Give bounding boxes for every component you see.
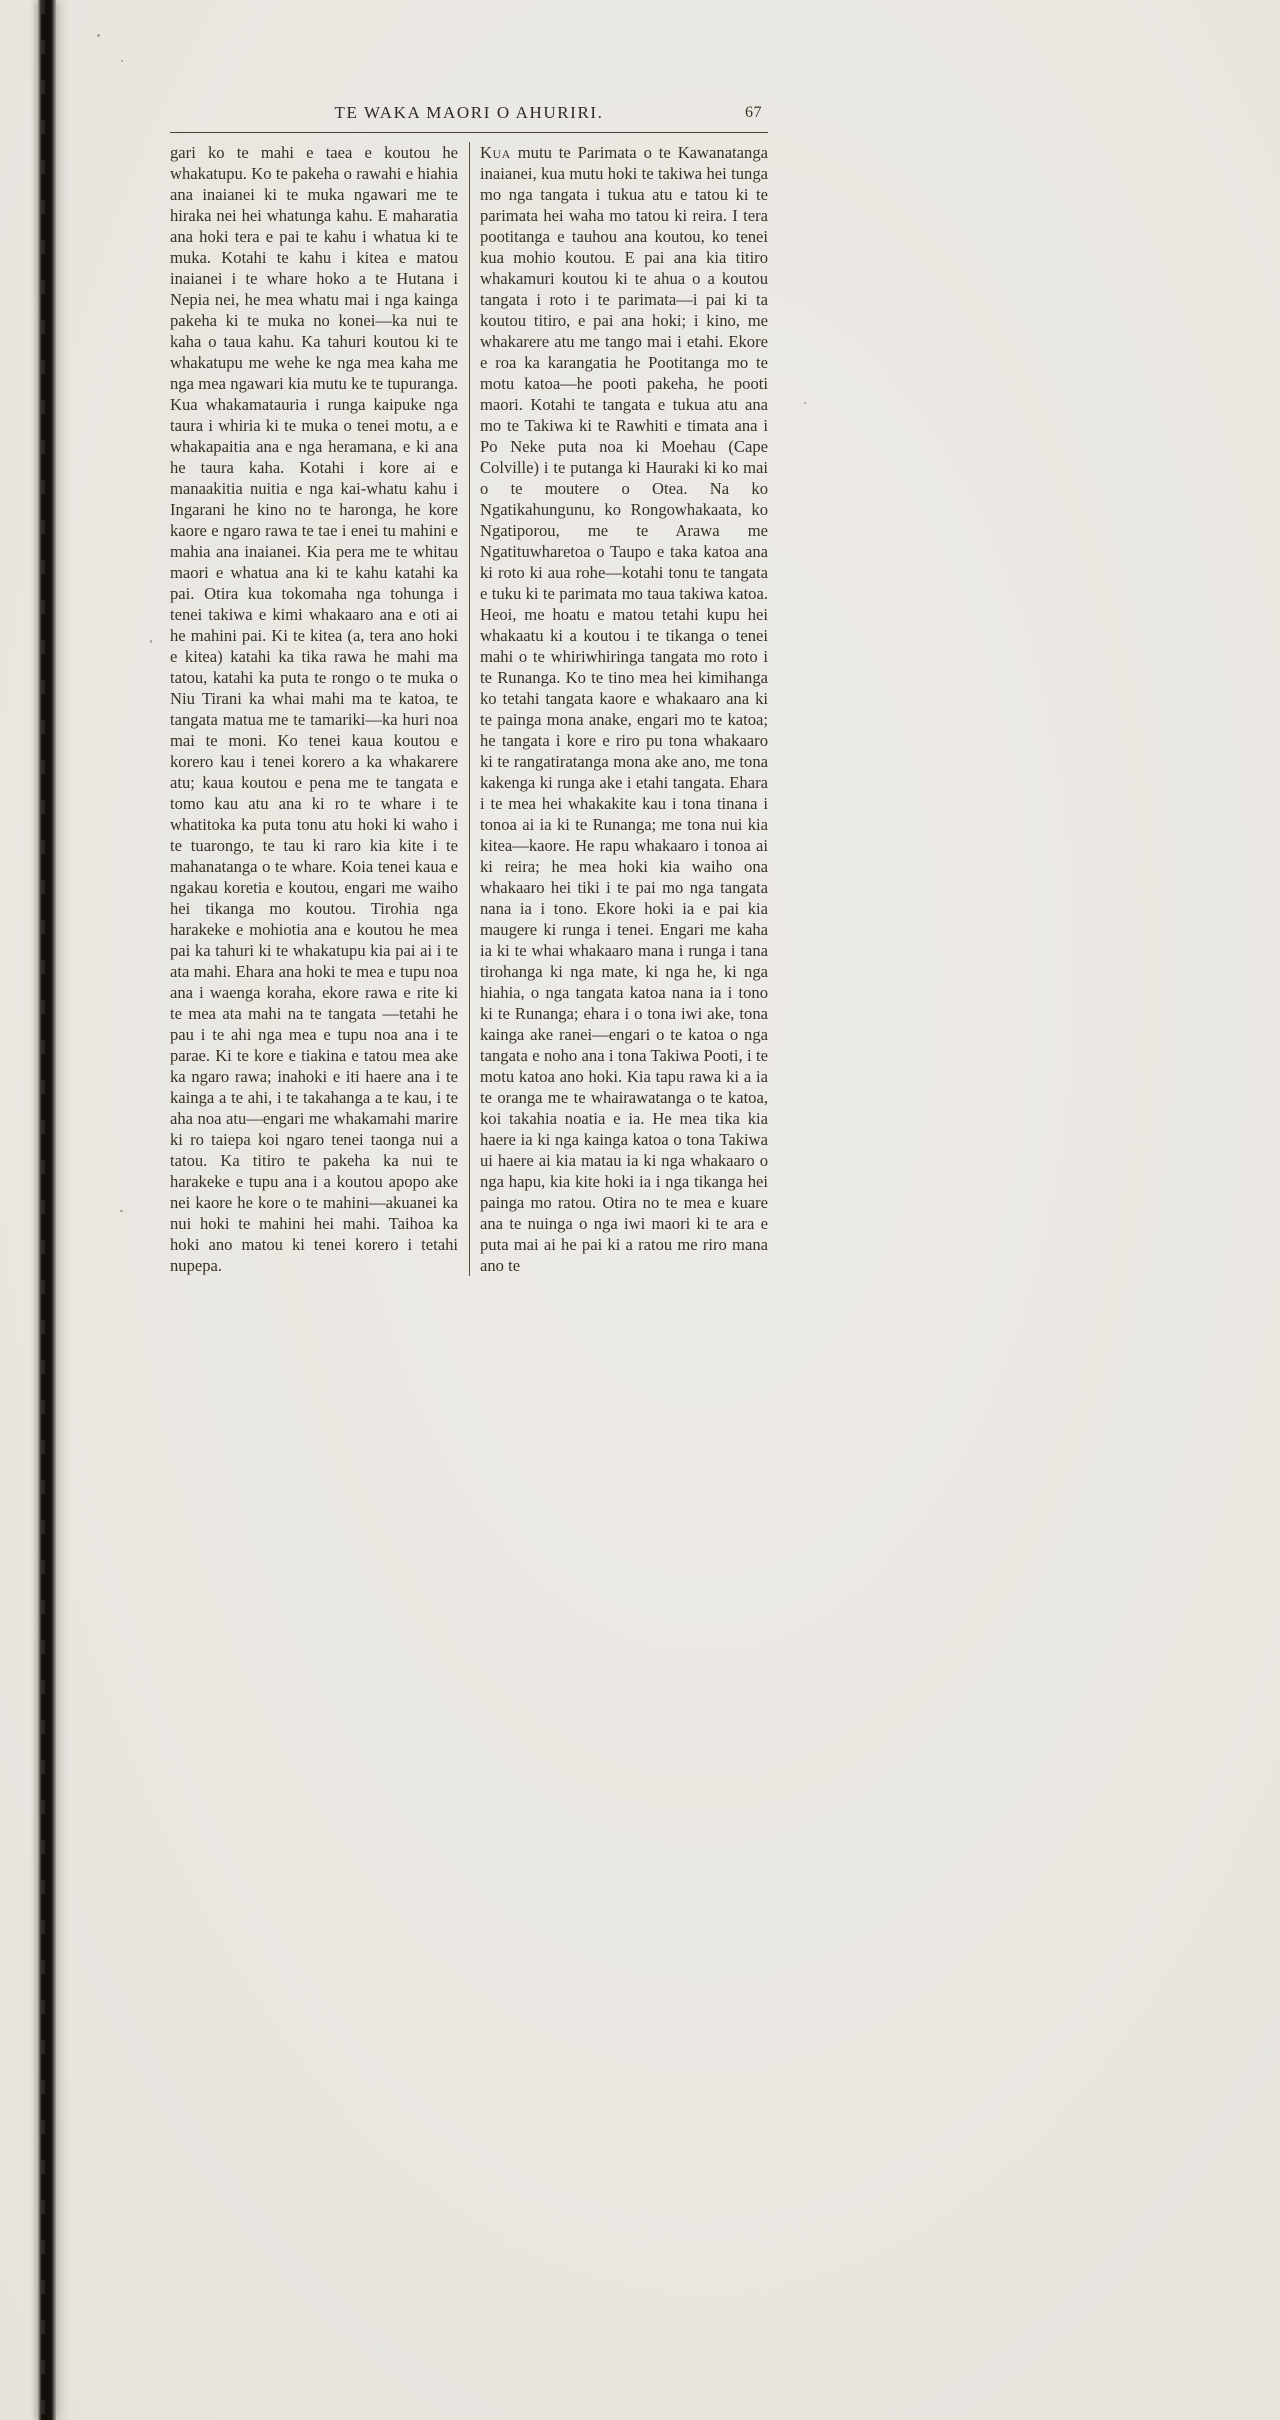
page-number: 67 <box>745 104 762 121</box>
text-columns <box>170 142 768 1276</box>
scan-speck <box>121 60 123 62</box>
right-column-body: mutu te Parimata o te Kawanatanga inaianei, kua mutu hoki te takiwa hei tunga mo nga tangata i tukua atu e tatou ki te parimata hei waha mo tatou ki reira. I tera pootitanga e tauhou ana koutou, ko tenei kua mohio koutou. E pai ana kia titiro whakamuri koutou ki te ahua o a koutou tangata i roto i te parimata—i pai ki ta koutou titiro, e pai ana hoki; i kino, me whakarere atu me tango mai i etahi. Ekore e roa ka karangatia he Pootitanga mo te motu katoa—he pooti pakeha, he pooti maori. Kotahi te tangata e tukua atu ana mo te Takiwa ki te Rawhiti e timata ana i Po Neke puta noa ki Moehau (Cape Colville) i te putanga ki Hauraki ki ko mai o te moutere o Otea. Na ko Ngatikahungunu, ko Rongowhakaata, ko Ngatiporou, me te Arawa me Ngatituwharetoa o Taupo e taka katoa ana ki roto ki aua rohe—kotahi tonu te tangata e tuku ki te parimata mo taua takiwa katoa. Heoi, me hoatu e matou tetahi kupu hei whakaatu ki a koutou i te tikanga o tenei mahi o te whiriwhiringa tangata mo roto i te Runanga. Ko te tino mea hei kimihanga ko tetahi tangata kaore e whakaaro ana ki te painga mona anake, engari mo te katoa; he tangata i kore e riro pu tona whakaaro ki te rangatiratanga mona ake ano, me tona kakenga ki runga ake i etahi tangata. Ehara i te mea hei whakakite kau i tona tinana i tonoa ai ia ki te Runanga; me tona nui kia kitea—kaore. He rapu whakaaro i tonoa ai ki reira; he mea hoki kia waiho ona whakaaro hei tiki i te pai mo nga tangata nana ia i tono. Ekore hoki ia e pai kia maugere ki runga i tenei. Engari me kaha ia ki te whai whakaaro mana i runga i tana tirohanga ki nga mate, ki nga he, ki nga hiahia, o nga tangata katoa nana ia i tono ki te Runanga; ehara i o tona iwi ake, tona kainga ake ranei—engari o te katoa o nga tangata e noho ana i tona Takiwa Pooti, i te motu katoa ano hoki. Kia tapu rawa ki a ia te oranga me te whairawatanga o te katoa, koi takahia noatia e ia. He mea tika kia haere ia ki nga kainga katoa o tona Takiwa ui haere ai kia matau ia ki nga whakaaro o nga hapu, kia kite hoki ia i nga tikanga hei painga mo ratou. Otira no te mea e kuare ana te nuinga o nga iwi maori ki te ara e puta mai ai he pai ki a ratou me riro mana ano te <box>480 143 768 1275</box>
right-column-lead: Kua <box>480 143 511 162</box>
scan-speck <box>120 1210 123 1212</box>
header-rule <box>170 132 768 133</box>
page-content <box>170 103 768 1276</box>
left-column-text: gari ko te mahi e taea e koutou he whakatupu. Ko te pakeha o rawahi e hiahia ana inaianei ki te muka ngawari me te hiraka nei hei whatunga kahu. E maharatia ana hoki tera e pai te kahu i whatua ki te muka. Kotahi te kahu i kitea e matou inaianei i te whare hoko a te Hutana i Nepia nei, he mea whatu mai i nga kainga pakeha ki te muka no konei—ka nui te kaha o taua kahu. Ka tahuri koutou ki te whakatupu me wehe ke nga mea kaha me nga mea ngawari kia mutu ke te tupuranga. Kua whakamatauria i runga kaipuke nga taura i whiria ki te muka o tenei motu, a e whakapaitia ana e nga heramana, e ki ana he taura kaha. Kotahi i kore ai e manaakitia nuitia e nga kai-whatu kahu i Ingarani he kino no te haronga, he kore kaore e ngaro rawa te tae i enei tu mahini e mahia ana inaianei. Kia pera me te whitau maori e whatua ana ki te kahu katahi ka pai. Otira kua tokomaha nga tohunga i tenei takiwa e kimi whakaaro ana e oti ai he mahini pai. Ki te kitea (a, tera ano hoki e kitea) katahi ka tika rawa he mahi ma tatou, katahi ka puta te rongo o te muka o Niu Tirani ka whai mahi ma te katoa, te tangata matua me te tamariki—ka huri noa mai te moni. Ko tenei kaua koutou e korero kau i tenei korero a ka whakarere atu; kaua koutou e pena me te tangata e tomo kau atu ana ki ro te whare i te whatitoka ka puta tonu atu hoki ki waho i te tuarongo, te tau ki raro kia kite i te mahanatanga o te whare. Koia tenei kaua e ngakau koretia e koutou, engari me waiho hei tikanga mo koutou. Tirohia nga harakeke e mohiotia ana e koutou he mea pai ka tahuri ki te whakatupu kia pai ai i te ata mahi. Ehara ana hoki te mea e tupu noa ana i waenga koraha, ekore rawa e rite ki te mea ata mahi na te tangata —tetahi he pau i te ahi nga mea e tupu noa ana i te parae. Ki te kore e tiakina e tatou mea ake ka ngaro rawa; inahoki e iti haere ana i te kainga a te ahi, i te takahanga a te kau, i te aha noa atu—engari me whakamahi marire ki ro taiepa koi ngaro tenei taonga nui a tatou. Ka titiro te pakeha ka nui te harakeke e tupu ana i a koutou apopo ake nei kaore he kore o te mahini—akuanei ka nui hoki te mahini hei mahi. Taihoa ka hoki ano matou ki tenei korero i tetahi nupepa. <box>170 143 458 1275</box>
scan-speck <box>150 640 152 643</box>
right-column-text <box>480 142 768 1276</box>
masthead <box>170 103 768 127</box>
scan-speck <box>97 34 100 37</box>
scan-speck <box>804 402 806 404</box>
binding-edge-shadow <box>38 0 56 2420</box>
masthead-title: TE WAKA MAORI O AHURIRI. <box>334 103 604 122</box>
column-divider <box>469 142 470 1276</box>
